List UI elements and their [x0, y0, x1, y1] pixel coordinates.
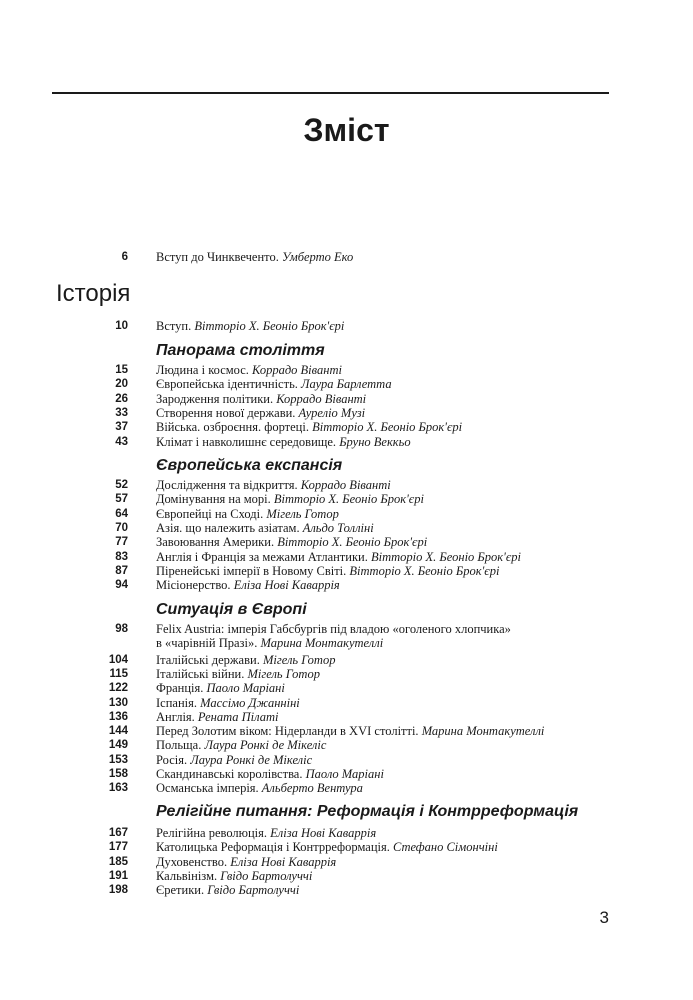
page-number-ref: 52: [115, 479, 128, 491]
toc-entry[interactable]: [0, 826, 693, 840]
entry-author: Рената Пілаті: [197, 709, 279, 724]
toc-entry[interactable]: [0, 392, 693, 406]
entry-text: Вступ. Вітторіо Х. Беоніо Брок'єрі: [156, 319, 345, 333]
entry-text: Італійські держави. Мігель Готор: [156, 652, 336, 667]
page-number-ref: 198: [108, 884, 128, 897]
toc-entry[interactable]: [0, 753, 693, 767]
page-number-ref: 163: [108, 782, 128, 795]
entry-text: Дослідження та відкриття. Коррадо Віванті: [156, 478, 391, 492]
subsection-heading: Панорама століття: [156, 342, 325, 359]
page-number-ref: 43: [115, 435, 128, 448]
entry-text: Скандинавські королівства. Паоло Маріані: [156, 767, 384, 781]
entry-text: Духовенство. Еліза Нові Каваррія: [156, 854, 337, 869]
toc-entry[interactable]: [0, 521, 693, 535]
entry-author: Марина Монтакутеллі: [260, 636, 384, 650]
entry-author: Гвідо Бартолуччі: [207, 883, 300, 898]
entry-text: Європейці на Сході. Мігель Готор: [156, 506, 339, 521]
page-number-ref: 33: [115, 406, 128, 419]
page-number-ref: 20: [115, 378, 128, 391]
header-rule: [52, 92, 609, 94]
toc-entry[interactable]: [0, 578, 693, 592]
page-number-ref: 185: [108, 855, 128, 868]
entry-author: Мігель Готор: [262, 652, 336, 667]
entry-text: Італійські війни. Мігель Готор: [156, 666, 320, 681]
toc-entry[interactable]: [0, 681, 693, 695]
section-heading: Історія: [56, 280, 131, 307]
entry-text: Європейська ідентичність. Лаура Барлетта: [156, 377, 392, 392]
entry-text: Росія. Лаура Ронкі де Мікеліс: [156, 752, 313, 767]
toc-entry[interactable]: [0, 710, 693, 724]
page-number-ref: 15: [115, 364, 128, 376]
toc-entry[interactable]: [0, 883, 693, 897]
page-number-ref: 149: [108, 739, 128, 752]
entry-text: Клімат і навколишнє середовище. Бруно Веккьо: [156, 434, 411, 449]
entry-text: Перед Золотим віком: Нідерланди в XVI столітті. Марина Монтакутеллі: [156, 724, 545, 739]
page-number-ref: 10: [115, 320, 128, 332]
toc-entry[interactable]: [0, 435, 693, 449]
entry-text: Війська. озброєння. фортеці. Вітторіо Х. Беоніо Брок'єрі: [156, 420, 463, 435]
entry-author: Вітторіо Х. Беоніо Брок'єрі: [273, 492, 424, 507]
toc-entry[interactable]: [0, 696, 693, 710]
toc-entry[interactable]: [0, 420, 693, 434]
toc-entry[interactable]: [0, 869, 693, 883]
entry-author: Умберто Еко: [281, 250, 354, 264]
entry-author: Коррадо Віванті: [276, 391, 367, 406]
subsection-heading: Ситуація в Європі: [156, 601, 307, 618]
entry-author: Еліза Нові Каваррія: [233, 578, 340, 593]
entry-author: Лаура Барлетта: [301, 377, 392, 392]
toc-entry[interactable]: [0, 738, 693, 752]
toc-entry[interactable]: [0, 667, 693, 681]
toc-entry[interactable]: [0, 564, 693, 578]
toc-entry[interactable]: [0, 855, 693, 869]
entry-text: Польща. Лаура Ронкі де Мікеліс: [156, 738, 327, 753]
entry-author: Паоло Маріані: [206, 681, 285, 696]
toc-entry[interactable]: [0, 550, 693, 564]
entry-author: Паоло Маріані: [305, 767, 384, 781]
entry-text: Домінування на морі. Вітторіо Х. Беоніо Брок'єрі: [156, 492, 424, 507]
entry-author: Альберто Вентура: [261, 781, 363, 796]
toc-entry-intro[interactable]: [0, 250, 693, 264]
page-number-ref: 144: [108, 725, 128, 738]
page-number-ref: 57: [115, 493, 128, 506]
page-number-ref: 77: [115, 536, 128, 549]
page-number-ref: 26: [115, 392, 128, 405]
entry-text: Релігійна революція. Еліза Нові Каваррія: [156, 826, 377, 840]
page-number-ref: 158: [108, 768, 128, 780]
page-number-ref: 104: [108, 653, 128, 666]
toc-entry[interactable]: [0, 622, 693, 650]
entry-text: Азія. що належить азіатам. Альдо Толліні: [156, 520, 374, 535]
toc-entry[interactable]: [0, 507, 693, 521]
toc-entry[interactable]: [0, 767, 693, 781]
entry-text: Піренейські імперії в Новому Світі. Вітторіо Х. Беоніо Брок'єрі: [156, 563, 500, 578]
page-number-ref: 94: [115, 579, 128, 592]
page-number-ref: 115: [109, 667, 128, 680]
entry-text: Англія і Франція за межами Атлантики. Вітторіо Х. Беоніо Брок'єрі: [156, 549, 521, 564]
entry-author: Коррадо Віванті: [252, 363, 342, 377]
entry-author: Мігель Готор: [266, 506, 339, 521]
toc-entry[interactable]: [0, 363, 693, 377]
page-number-ref: 122: [108, 682, 128, 695]
entry-author: Мігель Готор: [247, 666, 320, 681]
toc-entry-section-intro[interactable]: [0, 319, 693, 333]
entry-text: Felix Austria: імперія Габсбургів під владою «оголеного хлопчика» в «чарівній Празі». Марина Монтакутеллі: [156, 622, 511, 650]
page-number-ref: 153: [108, 753, 128, 766]
subsection-heading: Європейська експансія: [156, 457, 343, 474]
entry-text: Франція. Паоло Маріані: [156, 681, 285, 696]
entry-author: Бруно Веккьо: [339, 434, 411, 449]
page-number-ref: 130: [108, 696, 128, 709]
entry-text: Кальвінізм. Гвідо Бартолуччі: [156, 868, 313, 883]
page-number-ref: 98: [115, 623, 128, 635]
entry-author: Вітторіо Х. Беоніо Брок'єрі: [312, 420, 463, 435]
page-number-ref: 167: [108, 827, 128, 839]
entry-author: Вітторіо Х. Беоніо Брок'єрі: [194, 319, 345, 333]
page-number: 3: [599, 908, 609, 927]
entry-author: Марина Монтакутеллі: [421, 724, 545, 739]
toc-entry[interactable]: [0, 724, 693, 738]
subsection-heading: Релігійне питання: Реформація і Контрреформація: [156, 803, 579, 820]
entry-text: Іспанія. Массімо Джанніні: [156, 695, 300, 710]
entry-author: Альдо Толліні: [302, 520, 374, 535]
toc-entry[interactable]: [0, 406, 693, 420]
entry-text: Створення нової держави. Ауреліо Музі: [156, 405, 366, 420]
toc-entry[interactable]: [0, 653, 693, 667]
page-number-ref: 64: [115, 507, 128, 520]
entry-text: Людина і космос. Коррадо Віванті: [156, 363, 342, 377]
entry-author: Гвідо Бартолуччі: [220, 868, 313, 883]
entry-author: Коррадо Віванті: [300, 478, 391, 492]
page-number-ref: 37: [115, 421, 128, 434]
entry-text: Зародження політики. Коррадо Віванті: [156, 391, 367, 406]
entry-text: Османська імперія. Альберто Вентура: [156, 781, 363, 796]
page-number-ref: 83: [115, 550, 128, 563]
page-number-ref: 6: [121, 251, 128, 263]
entry-author: Лаура Ронкі де Мікеліс: [190, 752, 313, 767]
entry-author: Стефано Сімончіні: [392, 840, 498, 855]
entry-text: Місіонерство. Еліза Нові Каваррія: [156, 578, 340, 593]
entry-author: Еліза Нові Каваррія: [270, 826, 377, 840]
entry-author: Вітторіо Х. Беоніо Брок'єрі: [349, 563, 500, 578]
toc-entry[interactable]: [0, 840, 693, 854]
toc-entry[interactable]: [0, 377, 693, 391]
entry-text: Єретики. Гвідо Бартолуччі: [156, 883, 300, 898]
entry-author: Вітторіо Х. Беоніо Брок'єрі: [370, 549, 521, 564]
entry-author: Лаура Ронкі де Мікеліс: [204, 738, 327, 753]
entry-author: Ауреліо Музі: [298, 405, 366, 420]
entry-author: Вітторіо Х. Беоніо Брок'єрі: [277, 535, 428, 550]
entry-author: Еліза Нові Каваррія: [230, 854, 337, 869]
toc-entry[interactable]: [0, 781, 693, 795]
entry-text: Завоювання Америки. Вітторіо Х. Беоніо Брок'єрі: [156, 535, 428, 550]
page-number-ref: 87: [115, 564, 128, 577]
toc-entry[interactable]: [0, 535, 693, 549]
entry-text: Вступ до Чинквеченто. Умберто Еко: [156, 250, 354, 264]
page-title: Зміст: [303, 112, 390, 148]
page-number-ref: 70: [115, 521, 128, 534]
entry-text: Англія. Рената Пілаті: [156, 709, 279, 724]
page-number-ref: 177: [108, 841, 128, 854]
toc-entry[interactable]: [0, 492, 693, 506]
entry-text: Католицька Реформація і Контрреформація. Стефано Сімончіні: [156, 840, 498, 855]
page-number-ref: 191: [108, 869, 128, 882]
toc-entry[interactable]: [0, 478, 693, 492]
page-number-ref: 136: [108, 710, 128, 723]
entry-author: Массімо Джанніні: [200, 695, 300, 710]
